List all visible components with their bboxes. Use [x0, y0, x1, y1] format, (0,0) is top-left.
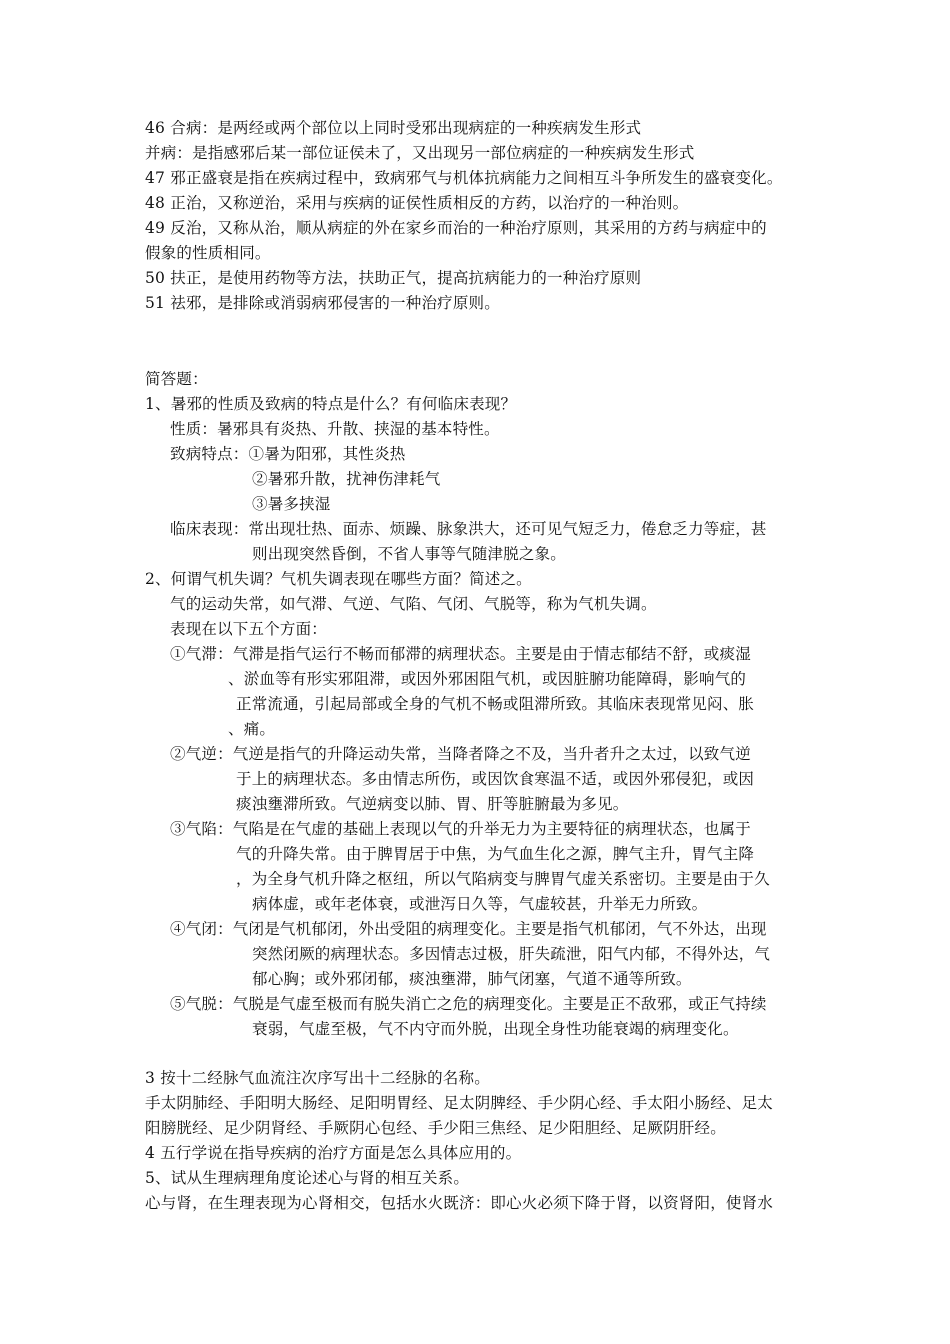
question-3: 3 按十二经脉气血流注次序写出十二经脉的名称。 [145, 1069, 490, 1087]
definition-49-cont: 假象的性质相同。 [145, 244, 271, 262]
q3-answer-cont: 阳膀胱经、足少阴肾经、手厥阴心包经、手少阳三焦经、足少阳胆经、足厥阴肝经。 [145, 1119, 726, 1137]
definition-46: 46 合病：是两经或两个部位以上同时受邪出现病症的一种疾病发生形式 [145, 119, 642, 137]
question-1: 1、暑邪的性质及致病的特点是什么？有何临床表现？ [145, 395, 517, 413]
qi-blockage-cont: 郁心胸；或外邪闭郁，痰浊壅滞，肺气闭塞，气道不通等所致。 [252, 970, 692, 988]
q2-definition: 气的运动失常，如气滞、气逆、气陷、气闭、气脱等，称为气机失调。 [170, 595, 657, 613]
q1-feature-2: ②暑邪升散，扰神伤津耗气 [252, 470, 441, 488]
q1-feature-3: ③暑多挟湿 [252, 495, 331, 513]
definition-48: 48 正治，又称逆治，采用与疾病的证侯性质相反的方药，以治疗的一种治则。 [145, 194, 689, 212]
qi-counterflow-cont: 痰浊壅滞所致。气逆病变以肺、胃、肝等脏腑最为多见。 [236, 795, 629, 813]
q2-intro: 表现在以下五个方面： [170, 620, 328, 638]
question-4: 4 五行学说在指导疾病的治疗方面是怎么具体应用的。 [145, 1144, 522, 1162]
qi-blockage-cont: 突然闭厥的病理状态。多因情志过极，肝失疏泄，阳气内郁，不得外达，气 [252, 945, 771, 963]
section-heading: 简答题： [145, 370, 208, 388]
q1-clinical: 临床表现：常出现壮热、面赤、烦躁、脉象洪大，还可见气短乏力，倦怠乏力等症，甚 [170, 520, 767, 538]
qi-counterflow-cont: 于上的病理状态。多由情志所伤，或因饮食寒温不适，或因外邪侵犯，或因 [236, 770, 755, 788]
definition-50: 50 扶正，是使用药物等方法，扶助正气，提高抗病能力的一种治疗原则 [145, 269, 642, 287]
qi-sinking-cont: ，为全身气机升降之枢纽，所以气陷病变与脾胃气虚关系密切。主要是由于久 [236, 870, 770, 888]
qi-counterflow: ②气逆：气逆是指气的升降运动失常，当降者降之不及，当升者升之太过，以致气逆 [170, 745, 751, 763]
qi-stagnation-cont: 、痛。 [228, 720, 276, 738]
qi-sinking: ③气陷：气陷是在气虚的基础上表现以气的升举无力为主要特征的病理状态，也属于 [170, 820, 751, 838]
question-2: 2、何谓气机失调？气机失调表现在哪些方面？简述之。 [145, 570, 532, 588]
definition-51: 51 祛邪，是排除或消弱病邪侵害的一种治疗原则。 [145, 294, 500, 312]
qi-collapse: ⑤气脱：气脱是气虚至极而有脱失消亡之危的病理变化。主要是正不敌邪，或正气持续 [170, 995, 767, 1013]
q1-features: 致病特点：①暑为阳邪，其性炎热 [170, 445, 406, 463]
qi-sinking-cont: 病体虚，或年老体衰，或泄泻日久等，气虚较甚，升举无力所致。 [252, 895, 708, 913]
qi-sinking-cont: 气的升降失常。由于脾胃居于中焦，为气血生化之源，脾气主升，胃气主降 [236, 845, 755, 863]
definition-bingbing: 并病：是指感邪后某一部位证侯未了，又出现另一部位病症的一种疾病发生形式 [145, 144, 695, 162]
q3-answer: 手太阴肺经、手阳明大肠经、足阳明胃经、足太阴脾经、手少阴心经、手太阳小肠经、足太 [145, 1094, 774, 1112]
qi-stagnation-cont: 、淤血等有形实邪阻滞，或因外邪困阻气机，或因脏腑功能障碍，影响气的 [228, 670, 747, 688]
qi-stagnation: ①气滞：气滞是指气运行不畅而郁滞的病理状态。主要是由于情志郁结不舒，或痰湿 [170, 645, 751, 663]
q5-answer: 心与肾，在生理表现为心肾相交，包括水火既济：即心火必须下降于肾，以资肾阳，使肾水 [145, 1194, 774, 1212]
q1-clinical-cont: 则出现突然昏倒，不省人事等气随津脱之象。 [252, 545, 567, 563]
q1-nature: 性质：暑邪具有炎热、升散、挟湿的基本特性。 [170, 420, 500, 438]
definition-49: 49 反治，又称从治，顺从病症的外在家乡而治的一种治疗原则，其采用的方药与病症中的 [145, 219, 767, 237]
definition-47: 47 邪正盛衰是指在疾病过程中，致病邪气与机体抗病能力之间相互斗争所发生的盛衰变化。 [145, 169, 783, 187]
qi-blockage: ④气闭：气闭是气机郁闭，外出受阻的病理变化。主要是指气机郁闭，气不外达，出现 [170, 920, 767, 938]
qi-stagnation-cont: 正常流通，引起局部或全身的气机不畅或阻滞所致。其临床表现常见闷、胀 [236, 695, 755, 713]
qi-collapse-cont: 衰弱，气虚至极，气不内守而外脱，出现全身性功能衰竭的病理变化。 [252, 1020, 739, 1038]
question-5: 5、试从生理病理角度论述心与肾的相互关系。 [145, 1169, 470, 1187]
